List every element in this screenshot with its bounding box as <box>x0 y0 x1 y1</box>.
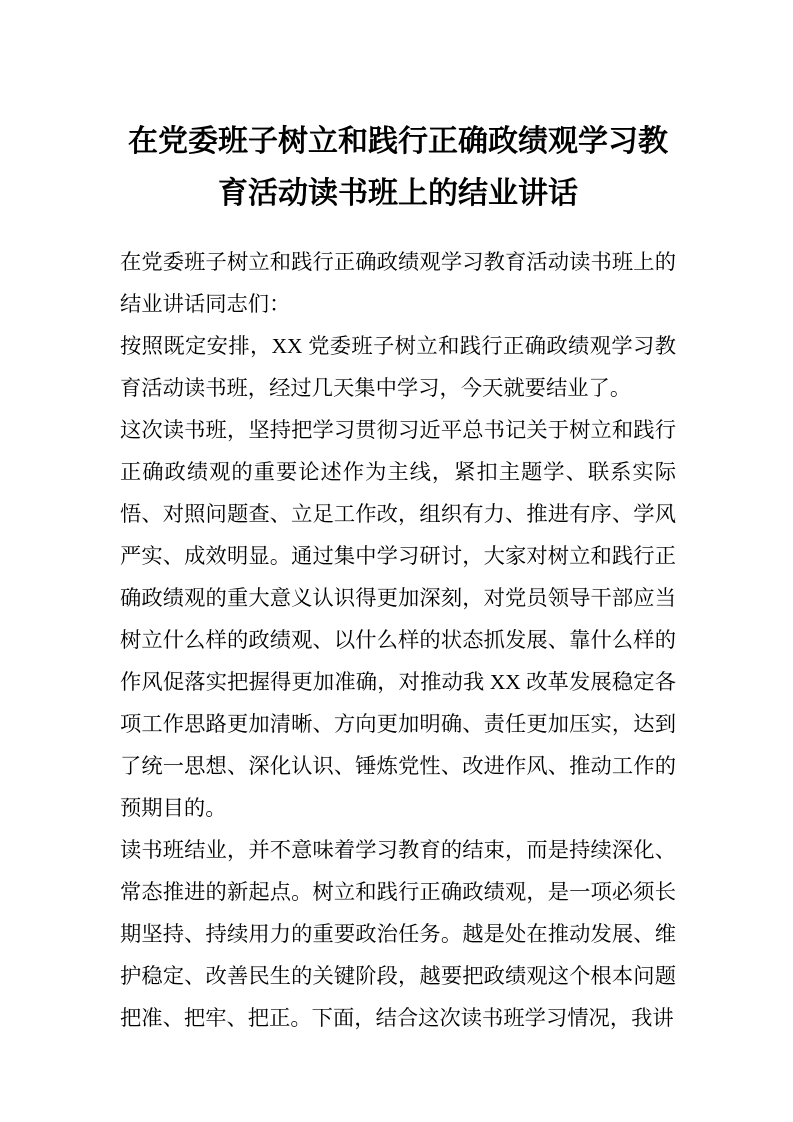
paragraph: 这次读书班，坚持把学习贯彻习近平总书记关于树立和践行正确政绩观的重要论述作为主线，紧扣主题学、联系实际悟、对照问题查、立足工作改，组织有力、推进有序、学风严实、成效明显。通过集中学习研讨，大家对树立和践行正确政绩观的重大意义认识得更加深刻，对党员领导干部应当树立什么样的政绩观、以什么样的状态抓发展、靠什么样的作风促落实把握得更加准确，对推动我 XX 改革发展稳定各项工作思路更加清晰、方向更加明确、责任更加压实，达到了统一思想、深化认识、锤炼党性、改进作风、推动工作的预期目的。 <box>120 418 676 820</box>
document-body <box>120 241 676 1039</box>
paragraph: 在党委班子树立和践行正确政绩观学习教育活动读书班上的结业讲话同志们： <box>120 250 676 316</box>
paragraph: 读书班结业，并不意味着学习教育的结束，而是持续深化、常态推进的新起点。树立和践行正确政绩观，是一项必须长期坚持、持续用力的重要政治任务。越是处在推动发展、维护稳定、改善民生的关键阶段，越要把政绩观这个根本问题把准、把牢、把正。下面，结合这次读书班学习情况，我讲 <box>120 838 676 1030</box>
paragraph: 按照既定安排，XX 党委班子树立和践行正确政绩观学习教育活动读书班，经过几天集中学习，今天就要结业了。 <box>120 334 676 400</box>
document-title: 在党委班子树立和践行正确政绩观学习教育活动读书班上的结业讲话 <box>128 125 668 210</box>
